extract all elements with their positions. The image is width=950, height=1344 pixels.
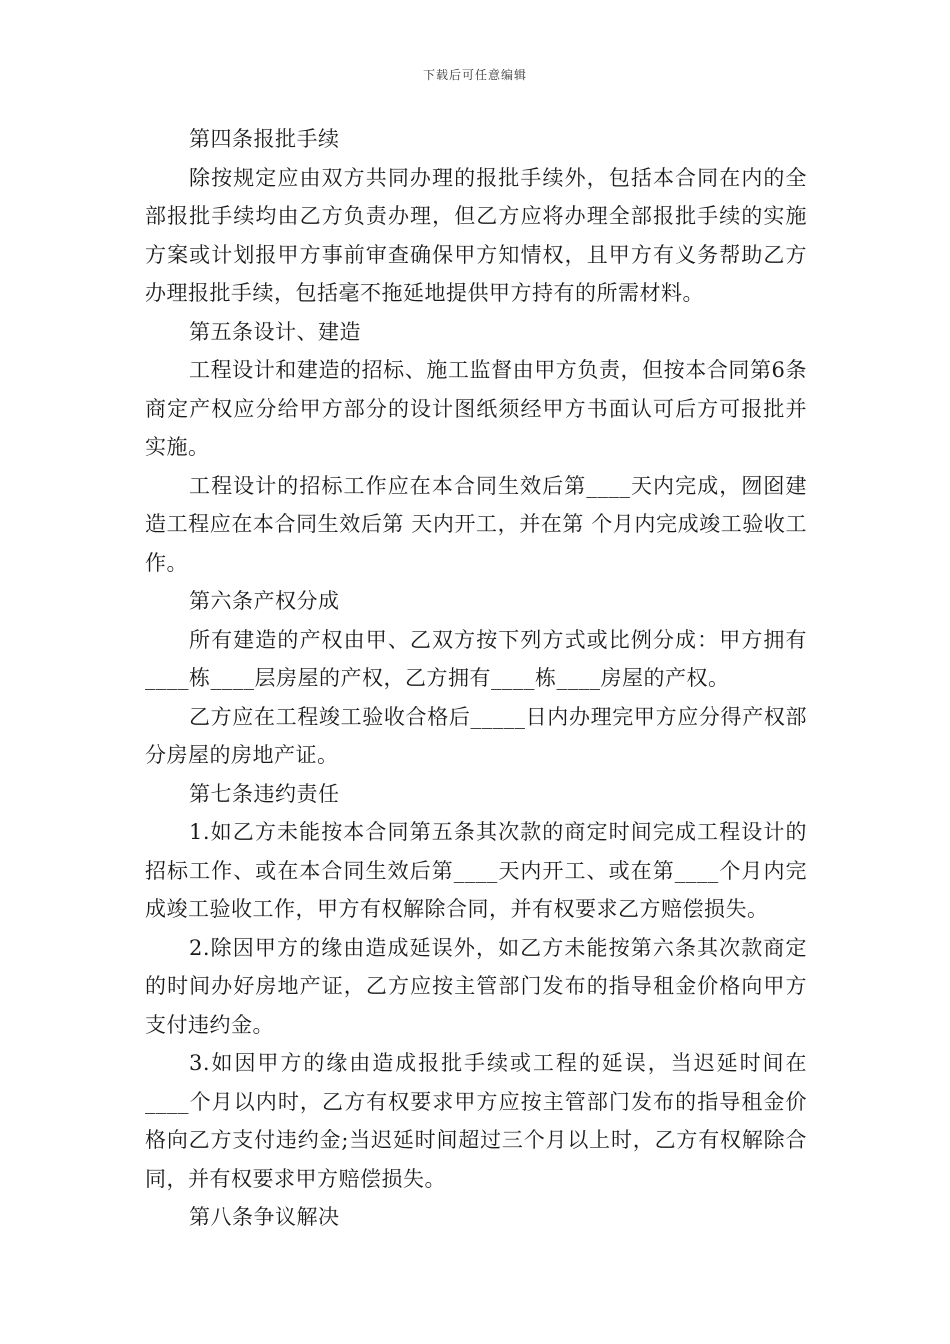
article-7-item-1: 1.如乙方未能按本合同第五条其次款的商定时间完成工程设计的招标工作、或在本合同生效后第____天内开工、或在第____个月内完成竣工验收工作，甲方有权解除合同，并有权要求乙方赔偿损失。 — [145, 820, 807, 921]
article-4-clause: 除按规定应由双方共同办理的报批手续外，包括本合同在内的全部报批手续均由乙方负责办理，但乙方应将办理全部报批手续的实施方案或计划报甲方事前审查确保甲方知情权，且甲方有义务帮助乙方办理报批手续，包括毫不拖延地提供甲方持有的所需材料。 — [145, 165, 807, 305]
article-5-heading: 第五条设计、建造 — [189, 319, 361, 344]
article-7-item-3: 3.如因甲方的缘由造成报批手续或工程的延误，当迟延时间在____个月以内时，乙方有权要求甲方应按主管部门发布的指导租金价格向乙方支付违约金;当迟延时间超过三个月以上时，乙方有权解除合同，并有权要求甲方赔偿损失。 — [145, 1051, 807, 1191]
article-6-heading: 第六条产权分成 — [189, 589, 340, 613]
article-7-item-2: 2.除因甲方的缘由造成延误外，如乙方未能按第六条其次款商定的时间办好房地产证，乙方应按主管部门发布的指导租金价格向甲方支付违约金。 — [145, 935, 807, 1037]
article-7-heading: 第七条违约责任 — [189, 781, 340, 806]
article-6-clause-2: 乙方应在工程竣工验收合格后_____日内办理完甲方应分得产权部分房屋的房地产证。 — [145, 704, 807, 767]
article-6-clause-1: 所有建造的产权由甲、乙双方按下列方式或比例分成：甲方拥有____栋____层房屋的产权，乙方拥有____栋____房屋的产权。 — [145, 627, 807, 690]
page-header-note: 下载后可任意编辑 — [422, 68, 527, 82]
article-5-clause-1: 工程设计和建造的招标、施工监督由甲方负责，但按本合同第6条商定产权应分给甲方部分的设计图纸须经甲方书面认可后方可报批并实施。 — [145, 358, 807, 459]
article-4-heading: 第四条报批手续 — [189, 127, 340, 151]
document-body — [145, 120, 807, 1237]
article-5-clause-2: 工程设计的招标工作应在本合同生效后第____天内完成，囫囵建造工程应在本合同生效后第 天内开工，并在第 个月内完成竣工验收工作。 — [145, 473, 807, 575]
article-8-heading: 第八条争议解决 — [189, 1205, 340, 1229]
